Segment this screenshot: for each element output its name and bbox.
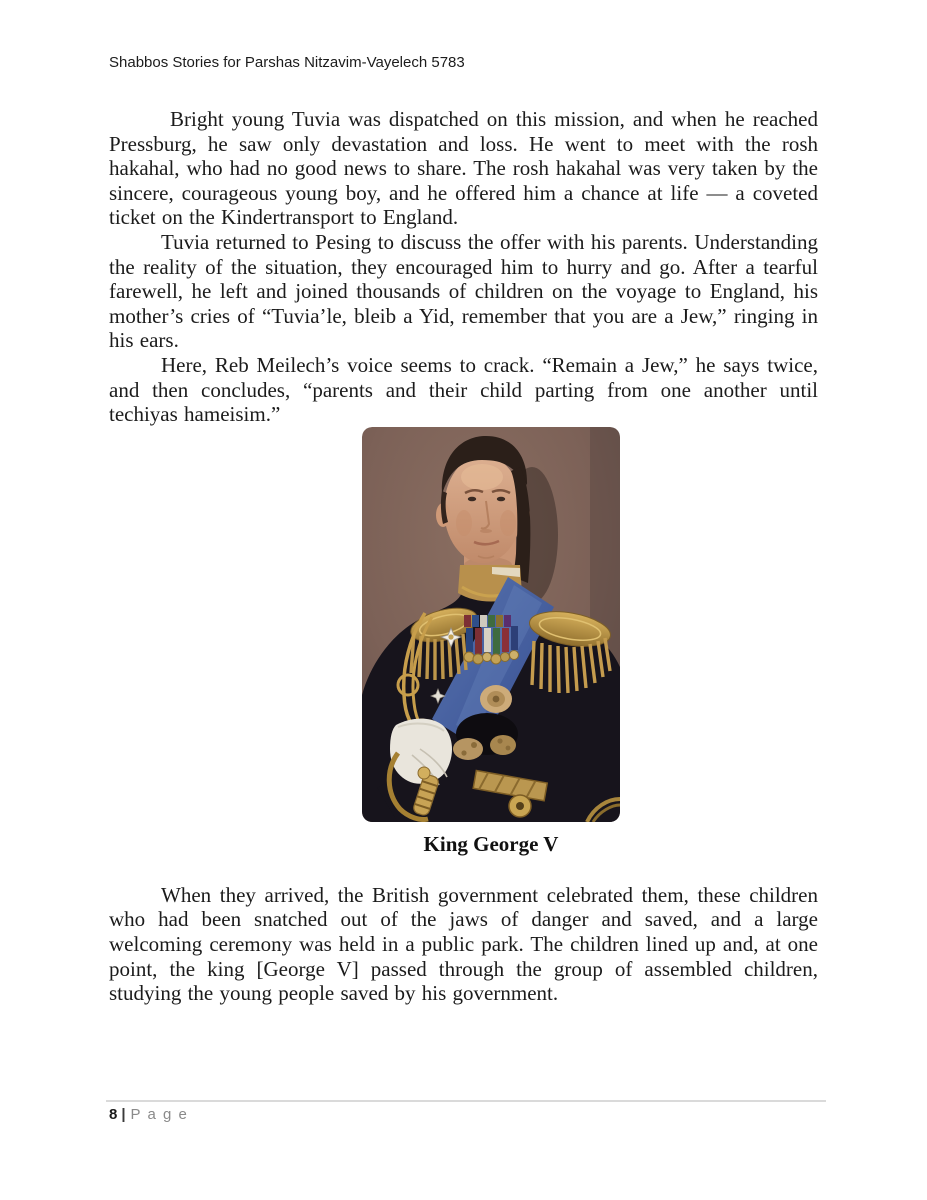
document-body [109, 107, 818, 1006]
paragraph: Here, Reb Meilech’s voice seems to crack. “Remain a Jew,” he says twice, and then concludes, “parents and their child parting from one another until techiyas hameisim.” [109, 352, 818, 427]
footer-separator: | [121, 1106, 126, 1123]
page-header-title: Shabbos Stories for Parshas Nitzavim-Vayelech 5783 [109, 54, 465, 71]
figure-caption: King George V [423, 831, 559, 856]
paragraph: When they arrived, the British government celebrated them, these children who had been snatched out of the jaws of danger and saved, and a large welcoming ceremony was held in a public park. The children lined up and, at one point, the king [George V] passed through the group of assembled children, studying the young people saved by his government. [109, 882, 818, 1006]
paragraph: Bright young Tuvia was dispatched on this mission, and when he reached Pressburg, he saw only devastation and loss. He went to meet with the rosh hakahal, who had no good news to share. The rosh hakahal was very taken by the sincere, courageous young boy, and he offered him a chance at life — a coveted ticket on the Kindertransport to England. [109, 107, 818, 230]
footer-divider-line [106, 1100, 826, 1102]
portrait-illustration [362, 427, 620, 822]
king-george-portrait-image [362, 427, 620, 822]
king-george-figure [362, 427, 620, 856]
page-footer [109, 1106, 188, 1123]
footer-page-label: P a g e [130, 1106, 189, 1123]
paragraph: Tuvia returned to Pesing to discuss the offer with his parents. Understanding the reality of the situation, they encouraged him to hurry and go. After a tearful farewell, he left and joined thousands of children on the voyage to England, his mother’s cries of “Tuvia’le, bleib a Yid, remember that you are a Jew,” ringing in his ears. [109, 229, 818, 353]
page-number: 8 [109, 1106, 118, 1123]
